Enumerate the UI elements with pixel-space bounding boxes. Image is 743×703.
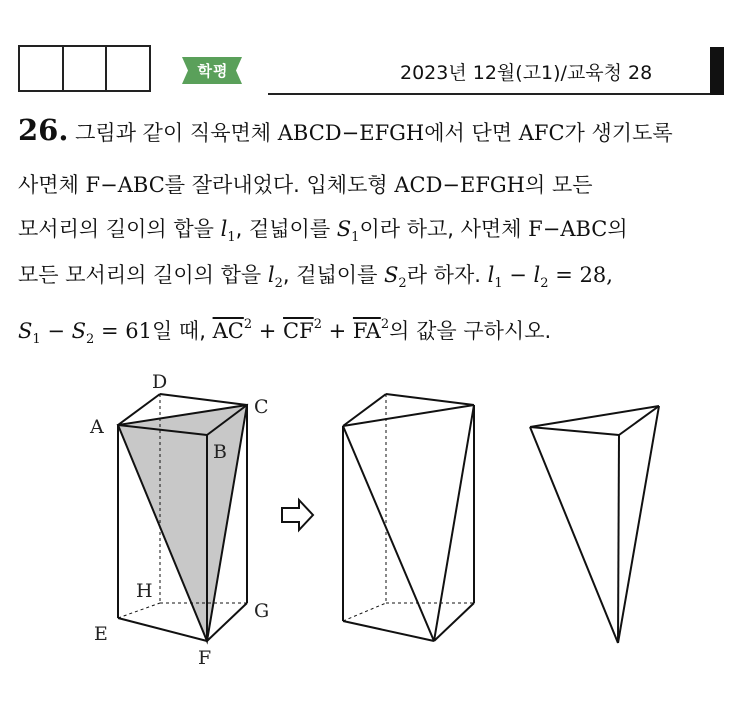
math-seg: ABCD−EFGH [277, 121, 425, 145]
hidden-edge-eh [118, 603, 160, 618]
problem-line-4 [18, 260, 613, 299]
header-rule [268, 93, 710, 95]
label-h: H [136, 580, 153, 602]
answer-boxes [18, 45, 151, 92]
text-seg: 의 모든 [525, 173, 593, 197]
math-sub: 1 [227, 230, 236, 245]
math-op: − [40, 319, 72, 343]
right-arrow-icon [282, 500, 313, 530]
label-e: E [94, 623, 108, 645]
section-afc [118, 405, 247, 641]
math-sub: 1 [494, 276, 503, 291]
text-seg: 모든 모서리의 길이의 합을 [18, 263, 268, 287]
text-seg: 그림과 같이 직육면체 [75, 121, 278, 145]
text-seg: 일 때, [151, 319, 213, 343]
math-sub: 2 [274, 276, 283, 291]
label-b: B [213, 441, 227, 463]
source-text: 2023년 12월(고1)/교육청 28 [400, 62, 653, 84]
math-op: − [502, 263, 534, 287]
text-seg: 모서리의 길이의 합을 [18, 217, 221, 241]
answer-box-ones [107, 47, 149, 90]
cuboid-figure [118, 394, 247, 641]
math-sup: 2 [243, 317, 253, 332]
label-f: F [198, 647, 212, 669]
edge-dc [160, 394, 247, 405]
edge [386, 394, 474, 405]
text-seg: 의 [607, 217, 628, 241]
problem-number: 26. [18, 113, 69, 147]
math-sup: 2 [380, 317, 390, 332]
math-seg: F−ABC [85, 173, 165, 197]
answer-box-hundreds [20, 47, 64, 90]
math-var: S [71, 319, 87, 343]
edge [530, 427, 619, 435]
segment-ac: $\overline{AC}$ [212, 319, 244, 343]
math-var: l [220, 217, 228, 241]
math-sub: 2 [86, 332, 95, 347]
math-sub: 1 [32, 332, 41, 347]
problem-line-5 [18, 310, 551, 355]
edge [530, 427, 618, 643]
edge-ef [118, 618, 207, 641]
math-var: l [267, 263, 275, 287]
text-seg: 가 생기도록 [564, 121, 673, 145]
math-sub: 2 [540, 276, 549, 291]
math-op: + [321, 319, 353, 343]
text-seg: 에서 단면 [424, 121, 519, 145]
label-g: G [254, 600, 270, 622]
edge [530, 406, 659, 427]
math-var: S [384, 263, 399, 287]
math-seg: = 61 [94, 319, 152, 343]
problem-line-3 [18, 214, 628, 253]
segment-cf: $\overline{CF}$ [283, 319, 314, 343]
text-seg: 이라 하고, 사면체 [359, 217, 529, 241]
edge [343, 394, 386, 426]
edge [618, 435, 619, 643]
text-seg: , 겉넓이를 [282, 263, 385, 287]
problem-line-2 [18, 170, 593, 200]
text-seg: 사면체 [18, 173, 86, 197]
edge [618, 406, 659, 643]
header-bar [710, 47, 724, 95]
tetrahedron-fabc [530, 406, 659, 643]
text-seg: , 겉넓이를 [235, 217, 337, 241]
text-seg: 라 하자. [406, 263, 488, 287]
math-seg: AFC [518, 121, 565, 145]
text-seg: 의 값을 구하시오. [389, 319, 552, 343]
edge [619, 406, 659, 435]
math-op: + [252, 319, 284, 343]
text-seg: 를 잘라내었다. 입체도형 [164, 173, 395, 197]
edge [434, 405, 474, 641]
answer-box-tens [64, 47, 108, 90]
math-seg: F−ABC [528, 217, 608, 241]
math-var: l [487, 263, 495, 287]
source-tag [182, 57, 242, 84]
math-var: S [18, 319, 33, 343]
math-sub: 2 [398, 276, 407, 291]
remaining-solid [343, 394, 474, 641]
math-sub: 1 [351, 230, 360, 245]
math-var: S [336, 217, 352, 241]
tag-label: 학평 [197, 62, 229, 80]
label-c: C [254, 396, 269, 418]
problem-line-1 [18, 115, 673, 148]
hidden-edge [343, 603, 386, 621]
edge [343, 405, 474, 426]
math-seg: = 28, [548, 263, 613, 287]
label-a: A [90, 416, 104, 438]
edge [343, 426, 434, 641]
math-sup: 2 [313, 317, 322, 332]
figure [0, 360, 743, 703]
label-d: D [152, 371, 168, 393]
edge [343, 621, 434, 641]
segment-fa: $\overline{FA}$ [352, 319, 381, 343]
math-seg: ACD−EFGH [394, 173, 525, 197]
math-var: l [533, 263, 541, 287]
